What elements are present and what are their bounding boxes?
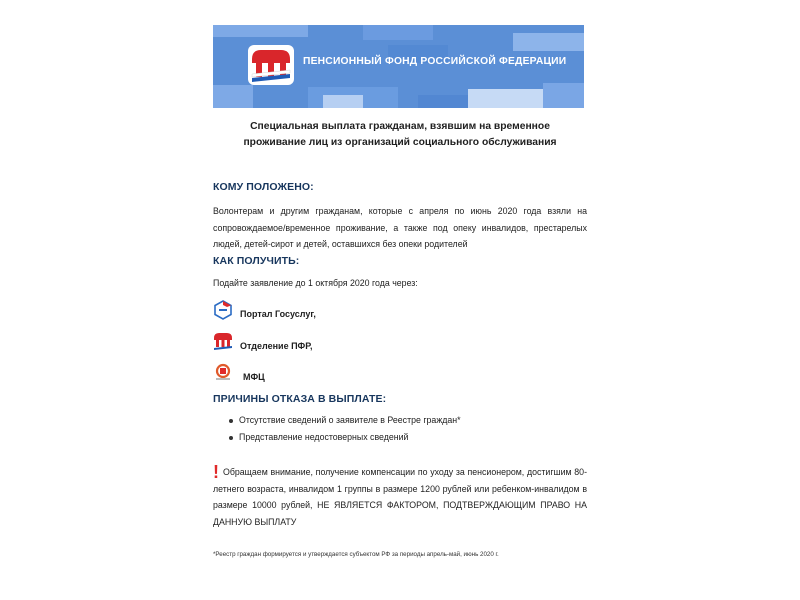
- title-line-2: проживание лиц из организаций социального обслуживания: [243, 137, 557, 148]
- who-text: Волонтерам и другим гражданам, которые с апреля по июнь 2020 года взяли на сопровождаемое/временное проживание, а также под опеку инвалидов, престарелых людей, детей-сирот и детей, оставшихся без опеки родителей: [213, 206, 587, 249]
- pfr-icon: [213, 331, 233, 351]
- gosuslugi-icon: [213, 300, 233, 320]
- refusal-heading: ПРИЧИНЫ ОТКАЗА В ВЫПЛАТЕ:: [213, 393, 387, 405]
- refusal-list: [213, 412, 461, 445]
- exclamation-icon: !: [213, 462, 219, 482]
- channel-label: МФЦ: [243, 372, 265, 382]
- how-heading: КАК ПОЛУЧИТЬ:: [213, 255, 300, 267]
- channel-label: Портал Госуслуг,: [240, 309, 316, 319]
- who-heading: КОМУ ПОЛОЖЕНО:: [213, 181, 314, 193]
- banner-title: ПЕНСИОННЫЙ ФОНД РОССИЙСКОЙ ФЕДЕРАЦИИ: [303, 56, 567, 67]
- warning-note: Обращаем внимание, получение компенсации по уходу за пенсионером, достигшим 80-летнего возраста, инвалидом 1 группы в размере 1200 рублей или ребенком-инвалидом в размере 10000 рублей, НЕ ЯВЛЯЕТСЯ ФАКТОРОМ, ПОДТВЕРЖДАЮЩИМ ПРАВО НА ДАННУЮ ВЫПЛАТУ: [213, 467, 587, 527]
- pfr-logo-icon: [248, 45, 294, 85]
- header-banner: [213, 25, 584, 108]
- list-item: Отсутствие сведений о заявителе в Реестре граждан*: [213, 412, 461, 429]
- mfc-icon: [213, 362, 233, 382]
- how-text: Подайте заявление до 1 октября 2020 года через:: [213, 278, 418, 288]
- list-item: Представление недостоверных сведений: [213, 429, 461, 446]
- channel-label: Отделение ПФР,: [240, 341, 313, 351]
- title-line-1: Специальная выплата гражданам, взявшим на временное: [250, 121, 550, 132]
- document-title: [213, 119, 587, 151]
- footnote: *Реестр граждан формируется и утверждается субъектом РФ за периоды апрель-май, июнь 2020 г.: [213, 551, 499, 558]
